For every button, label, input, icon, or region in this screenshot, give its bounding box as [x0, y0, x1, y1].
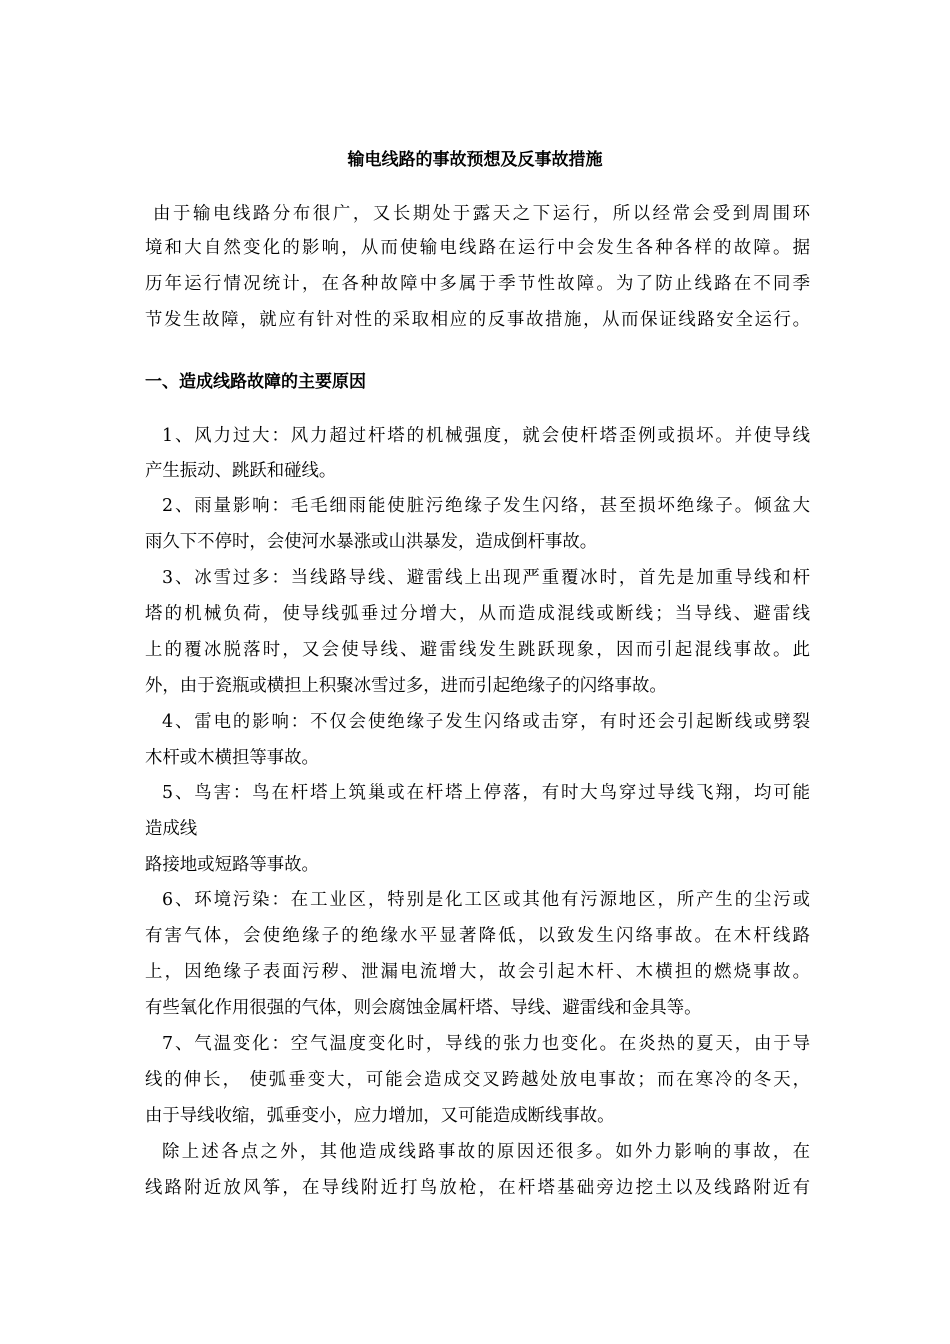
- text-line: 外，由于瓷瓶或横担上积聚冰雪过多，进而引起绝缘子的闪络事故。: [145, 676, 667, 696]
- text-line: 塔的机械负荷，使导线弧垂过分增大，从而造成混线或断线；当导线、避雷线: [145, 604, 810, 624]
- document-title: 输电线路的事故预想及反事故措施: [347, 150, 603, 170]
- closing-paragraph: 除上述各点之外，其他造成线路事故的原因还很多。如外力影响的事故，在: [162, 1142, 810, 1162]
- text-line: 由于导线收缩，弧垂变小，应力增加，又可能造成断线事故。: [145, 1106, 615, 1126]
- text-line: 由于输电线路分布很广，又长期处于露天之下运行，所以经常会受到周围环: [153, 204, 810, 224]
- text-line: 境和大自然变化的影响，从而使输电线路在运行中会发生各种各样的故障。据: [145, 238, 810, 258]
- text-line: 雨久下不停时，会使河水暴涨或山洪暴发，造成倒杆事故。: [145, 532, 598, 552]
- section-heading: 一、造成线路故障的主要原因: [145, 372, 366, 392]
- list-item-lightning: 4、雷电的影响：不仅会使绝缘子发生闪络或击穿，有时还会引起断线或劈裂: [162, 712, 810, 732]
- list-item-ice: 3、冰雪过多：当线路导线、避雷线上出现严重覆冰时，首先是加重导线和杆: [162, 568, 810, 588]
- text-line: 路接地或短路等事故。: [145, 855, 319, 875]
- text-line: 有些氧化作用很强的气体，则会腐蚀金属杆塔、导线、避雷线和金具等。: [145, 998, 702, 1018]
- text-line: 上的覆冰脱落时，又会使导线、避雷线发生跳跃现象，因而引起混线事故。此: [145, 640, 810, 660]
- list-item-pollution: 6、环境污染：在工业区，特别是化工区或其他有污源地区，所产生的尘污或: [162, 890, 810, 910]
- list-item-temperature: 7、气温变化：空气温度变化时，导线的张力也变化。在炎热的夏天，由于导: [162, 1034, 810, 1054]
- list-item-birds: 5、鸟害：鸟在杆塔上筑巢或在杆塔上停落，有时大鸟穿过导线飞翔，均可能: [162, 783, 810, 803]
- list-item-rain: 2、雨量影响：毛毛细雨能使脏污绝缘子发生闪络，甚至损坏绝缘子。倾盆大: [162, 496, 810, 516]
- text-line: 造成线: [145, 819, 198, 839]
- text-line: 有害气体，会使绝缘子的绝缘水平显著降低，以致发生闪络事故。在木杆线路: [145, 926, 810, 946]
- text-line: 线的伸长， 使弧垂变大，可能会造成交叉跨越处放电事故；而在寒冷的冬天，: [145, 1070, 810, 1090]
- text-line: 线路附近放风筝，在导线附近打鸟放枪，在杆塔基础旁边挖土以及线路附近有: [145, 1178, 810, 1198]
- text-line: 上，因绝缘子表面污秽、泄漏电流增大，故会引起木杆、木横担的燃烧事故。: [145, 962, 810, 982]
- text-line: 产生振动、跳跃和碰线。: [145, 461, 337, 481]
- text-line: 木杆或木横担等事故。: [145, 748, 319, 768]
- text-line: 历年运行情况统计，在各种故障中多属于季节性故障。为了防止线路在不同季: [145, 274, 810, 294]
- list-item-wind: 1、风力过大：风力超过杆塔的机械强度，就会使杆塔歪例或损坏。并使导线: [162, 426, 810, 446]
- text-line: 节发生故障，就应有针对性的采取相应的反事故措施，从而保证线路安全运行。: [145, 310, 810, 330]
